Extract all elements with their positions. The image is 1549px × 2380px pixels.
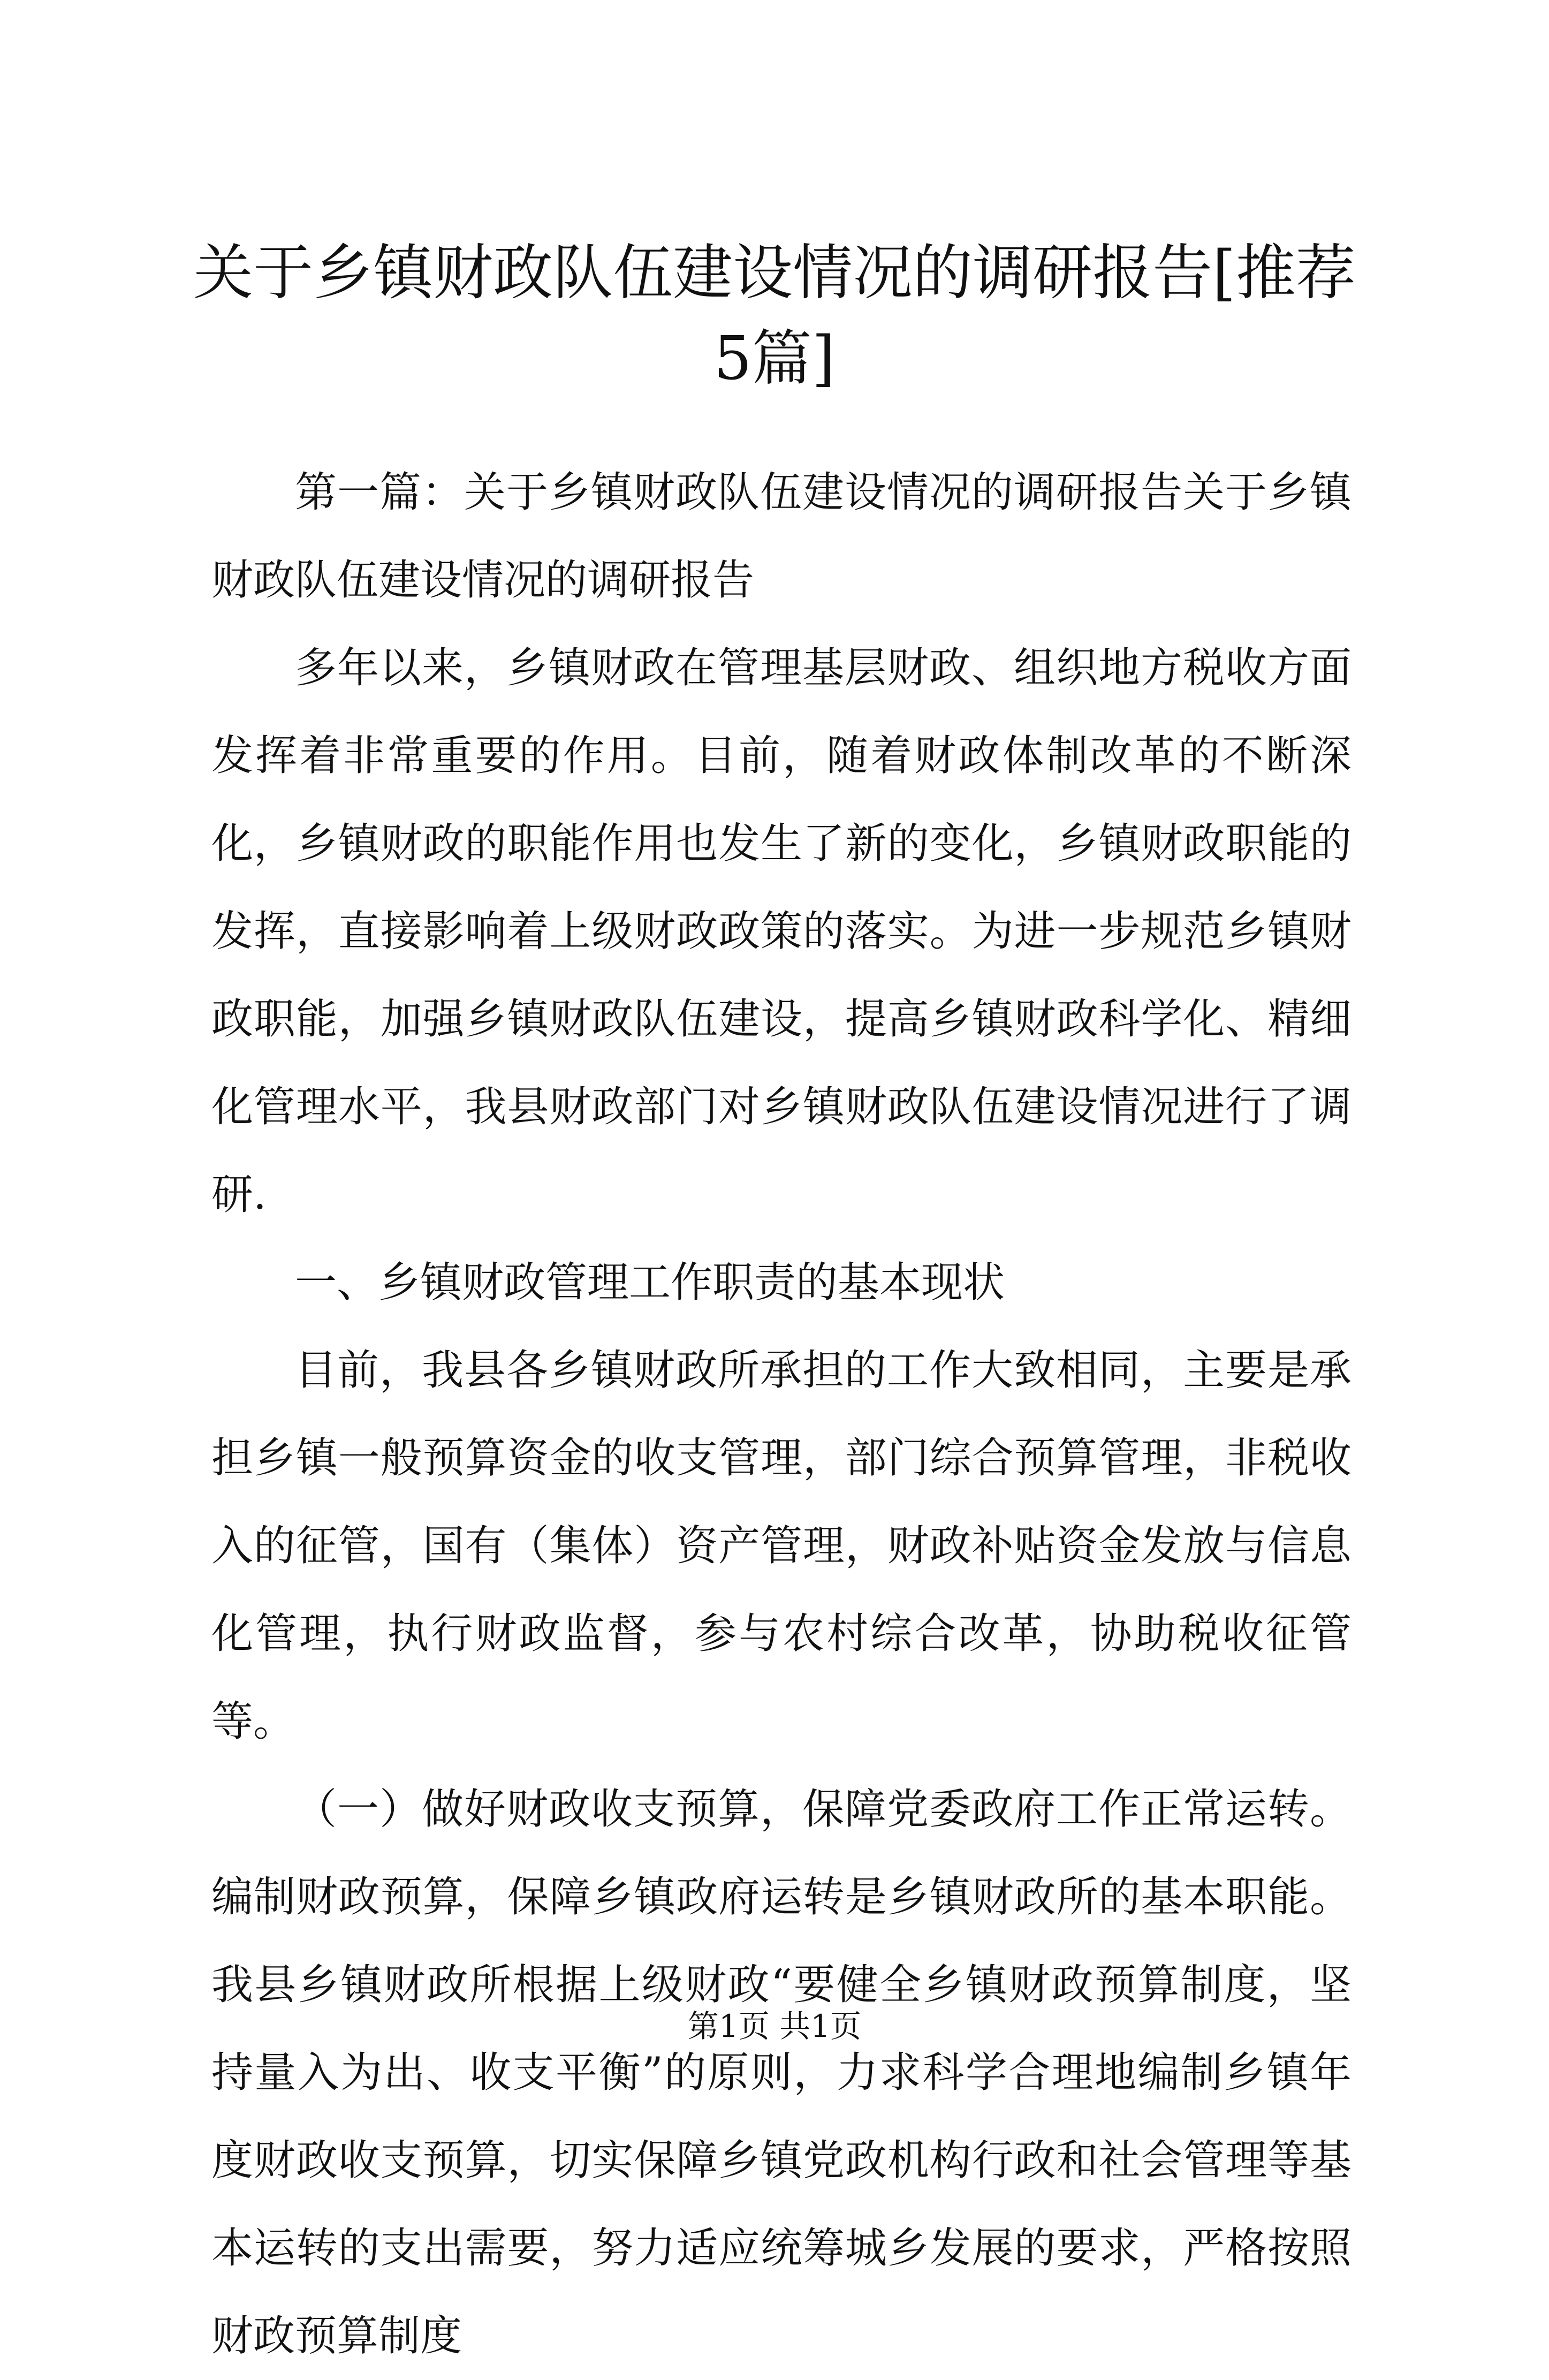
paragraph-duties: 目前，我县各乡镇财政所承担的工作大致相同，主要是承担乡镇一般预算资金的收支管理，部门综合预算管理，非税收入的征管，国有（集体）资产管理，财政补贴资金发放与信息化管理，执行财政监督，参与农村综合改革，协助税收征管等。 [211,1346,1351,1746]
paragraph-heading-one: 一、乡镇财政管理工作职责的基本现状 [295,1259,1005,1307]
paragraph-section-heading: 第一篇：关于乡镇财政队伍建设情况的调研报告关于乡镇财政队伍建设情况的调研报告 [211,468,1351,604]
document-title [177,230,1372,401]
document-body [211,449,1351,2380]
paragraph-budget: （一）做好财政收支预算，保障党委政府工作正常运转。编制财政预算，保障乡镇政府运转是乡镇财政所的基本职能。我县乡镇财政所根据上级财政“要健全乡镇财政预算制度，坚持量入为出、收支平衡”的原则，力求科学合理地编制乡镇年度财政收支预算，切实保障乡镇党政机构行政和社会管理等基本运转的支出需要，努力适应统筹城乡发展的要求，严格按照财政预算制度 [211,1785,1351,2360]
title-line-1: 关于乡镇财政队伍建设情况的调研报告[推荐 [193,238,1356,308]
page-footer: 第1页 共1页 [687,2008,862,2044]
title-line-2: 5篇] [713,324,836,393]
paragraph-intro: 多年以来，乡镇财政在管理基层财政、组织地方税收方面发挥着非常重要的作用。目前，随着财政体制改革的不断深化，乡镇财政的职能作用也发生了新的变化，乡镇财政职能的发挥，直接影响着上级财政政策的落实。为进一步规范乡镇财政职能，加强乡镇财政队伍建设，提高乡镇财政科学化、精细化管理水平，我县财政部门对乡镇财政队伍建设情况进行了调研. [211,644,1351,1219]
